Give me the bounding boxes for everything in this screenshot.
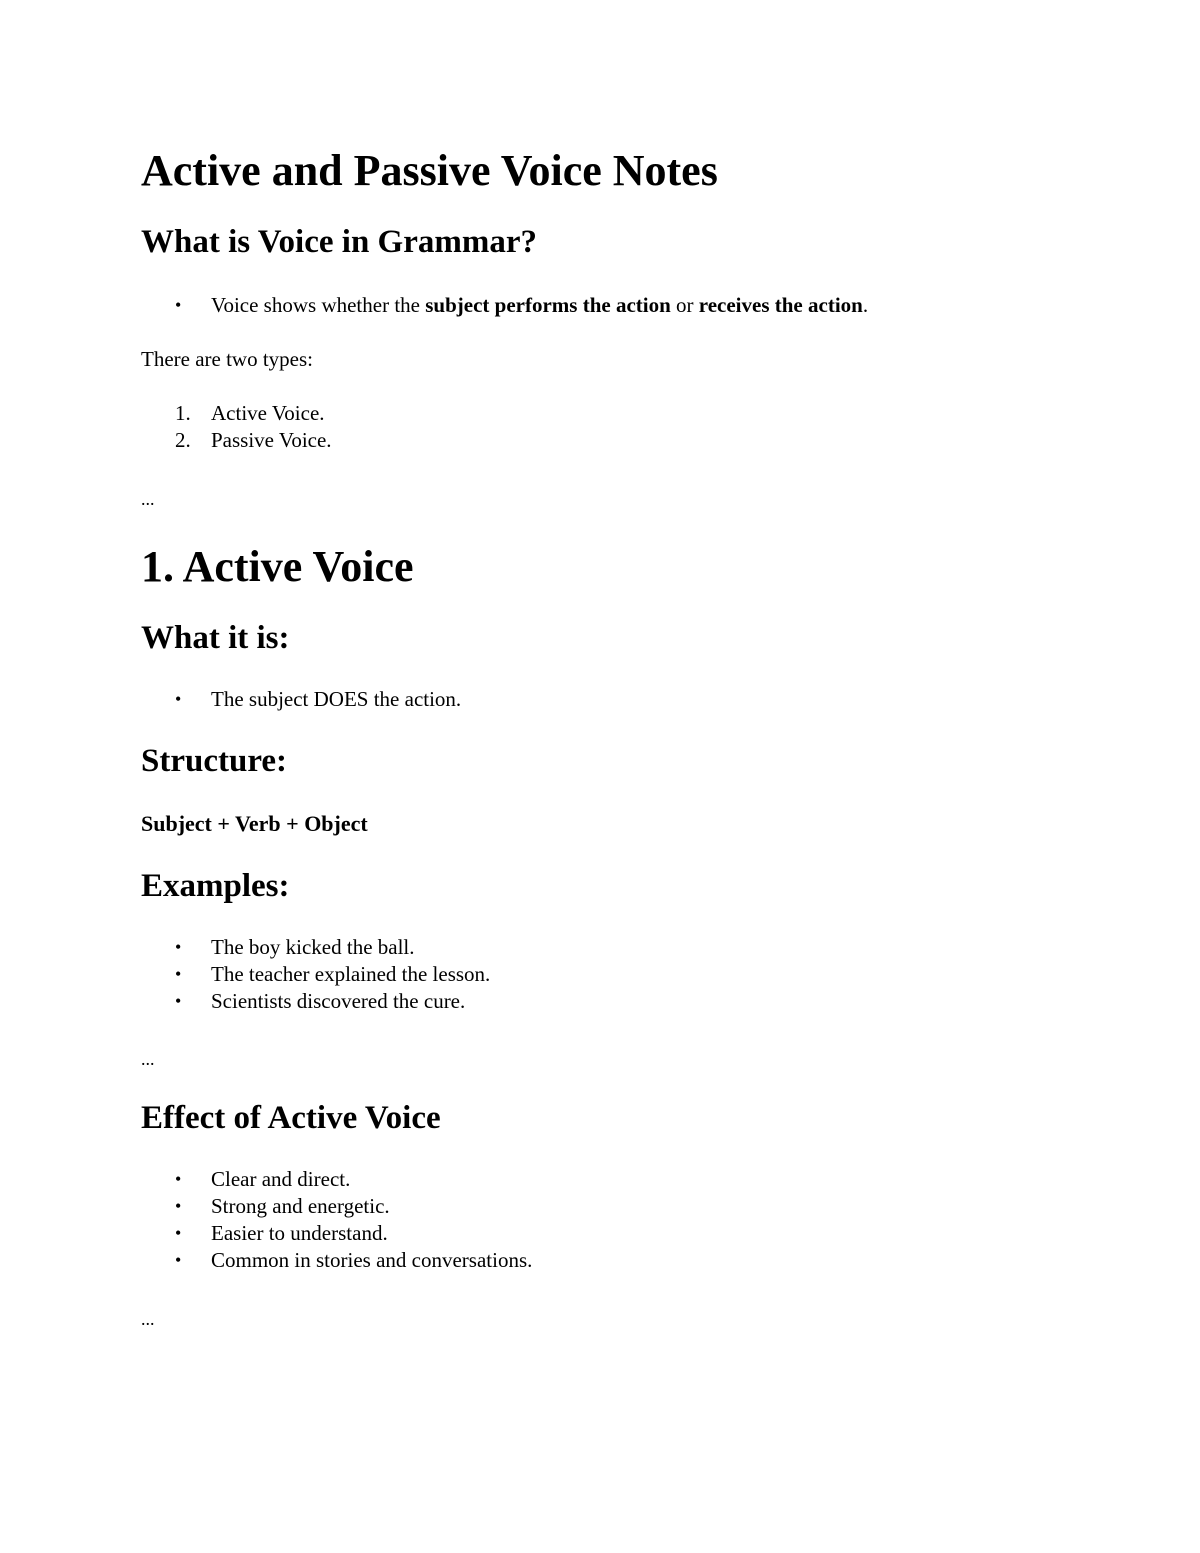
list-item: • Easier to understand. xyxy=(175,1221,388,1245)
examples-list xyxy=(141,934,490,1015)
list-item: • Voice shows whether the subject performs the action or receives the action. xyxy=(175,293,869,317)
bullet-icon: • xyxy=(175,1169,182,1189)
bullet-icon: • xyxy=(175,689,182,709)
list-item: • The subject DOES the action. xyxy=(175,687,462,711)
list-item: • Scientists discovered the cure. xyxy=(175,989,466,1013)
bold-phrase: receives the action xyxy=(698,293,863,317)
section-separator: ... xyxy=(141,1049,155,1069)
section-separator: ... xyxy=(141,489,155,509)
types-numbered-list xyxy=(141,400,332,454)
list-item: 1. Active Voice. xyxy=(175,401,325,425)
bullet-icon: • xyxy=(175,964,182,984)
heading-what-is-voice: What is Voice in Grammar? xyxy=(141,224,537,260)
heading-what-it-is: What it is: xyxy=(141,620,290,656)
intro-bullet-list xyxy=(141,292,868,319)
bullet-icon: • xyxy=(175,991,182,1011)
bullet-icon: • xyxy=(175,295,182,315)
list-item: • The teacher explained the lesson. xyxy=(175,962,491,986)
section-separator: ... xyxy=(141,1309,155,1329)
list-item: • Clear and direct. xyxy=(175,1167,351,1191)
effect-list xyxy=(141,1166,532,1274)
list-item: • Strong and energetic. xyxy=(175,1194,390,1218)
list-item: • The boy kicked the ball. xyxy=(175,935,415,959)
bold-phrase: subject performs the action xyxy=(425,293,671,317)
bullet-icon: • xyxy=(175,1223,182,1243)
heading-structure: Structure: xyxy=(141,743,288,779)
list-item: • Common in stories and conversations. xyxy=(175,1248,533,1272)
bullet-icon: • xyxy=(175,937,182,957)
document-title: Active and Passive Voice Notes xyxy=(141,146,718,195)
heading-active-voice: 1. Active Voice xyxy=(141,542,414,591)
structure-formula: Subject + Verb + Object xyxy=(141,811,368,836)
what-it-is-list xyxy=(141,686,461,713)
heading-effect-of-active-voice: Effect of Active Voice xyxy=(141,1100,441,1136)
heading-examples: Examples: xyxy=(141,868,290,904)
types-label: There are two types: xyxy=(141,347,314,371)
list-item: 2. Passive Voice. xyxy=(175,428,332,452)
bullet-icon: • xyxy=(175,1250,182,1270)
bullet-icon: • xyxy=(175,1196,182,1216)
